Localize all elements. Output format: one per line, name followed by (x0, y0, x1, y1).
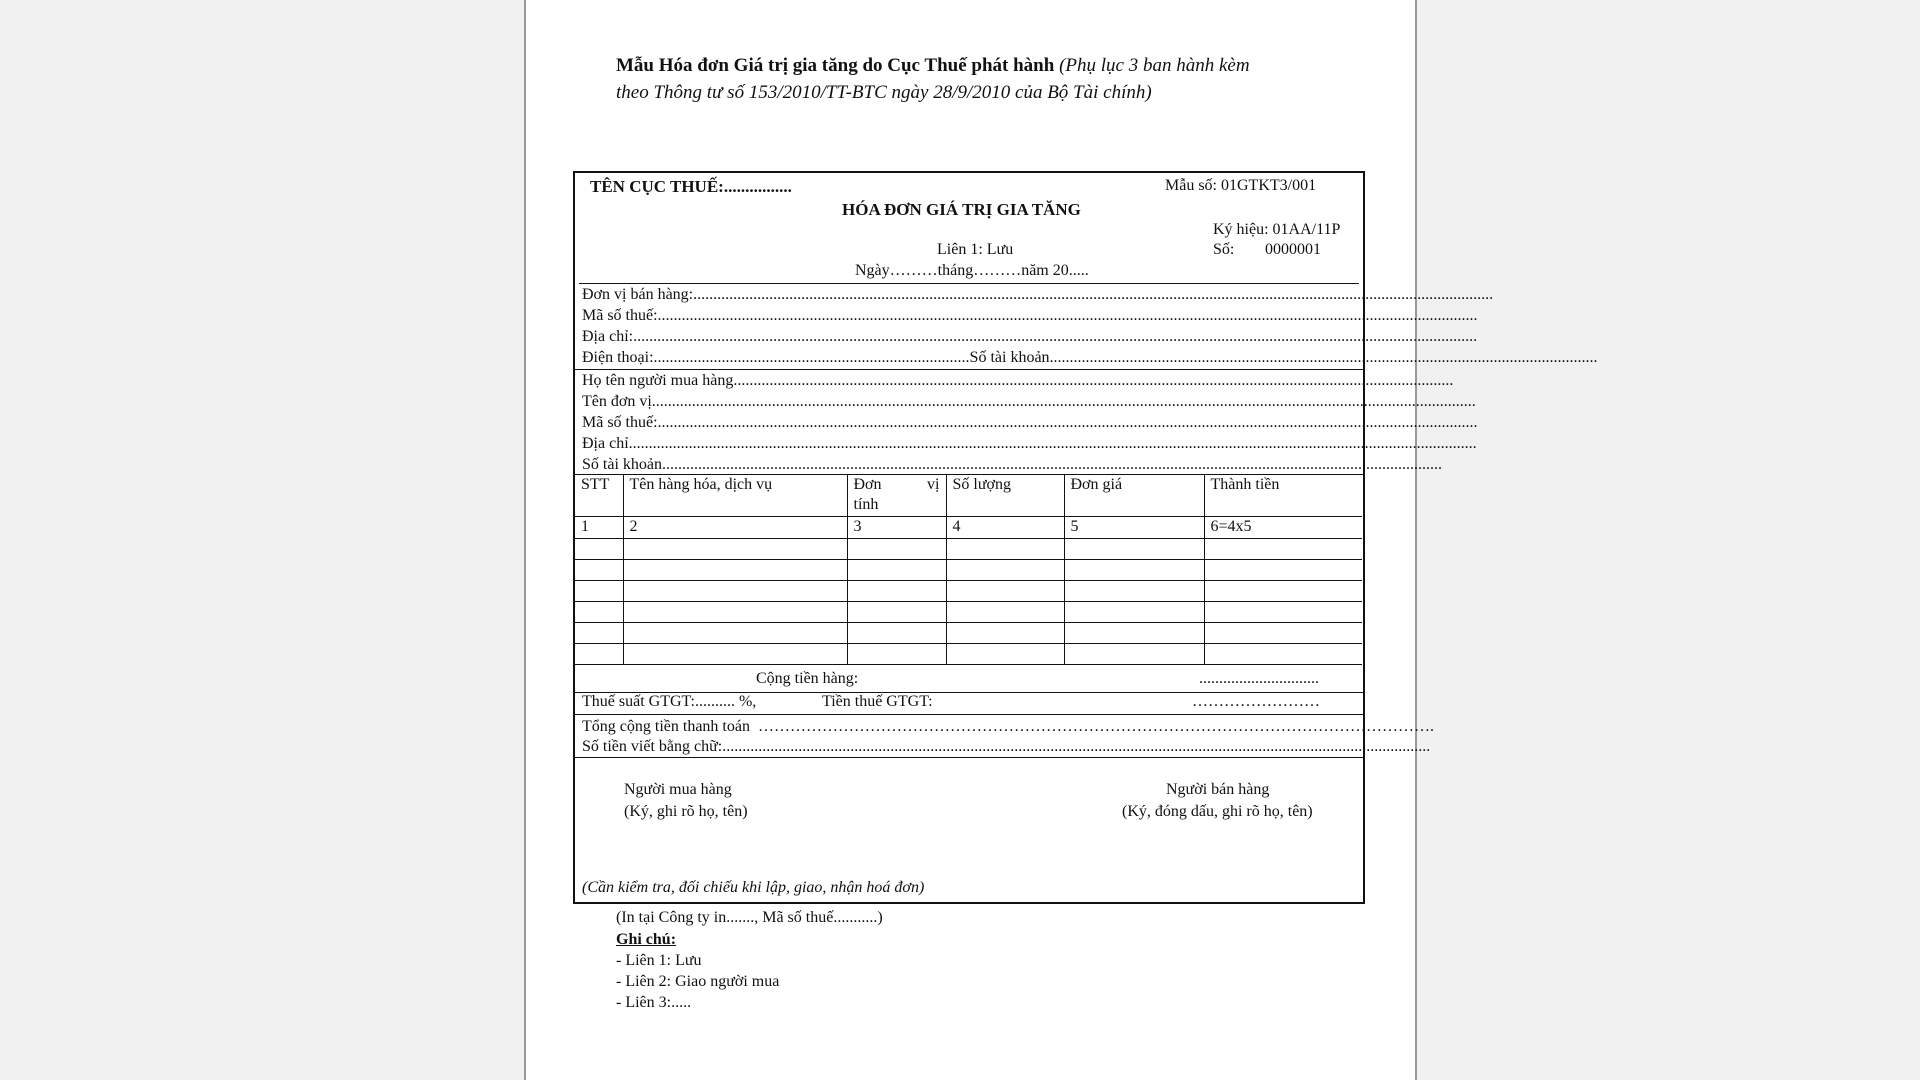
invoice-symbol: Ký hiệu: 01AA/11P (1213, 221, 1341, 238)
buyer-account-line: Số tài khoản................................................................................................................................................................................................... (582, 456, 1442, 473)
heading-title: Mẫu Hóa đơn Giá trị gia tăng do Cục Thuế phát hành (616, 55, 1055, 76)
col-unit-header-a: Đơn (853, 476, 882, 493)
col-amount-header: Thành tiền (1204, 475, 1362, 517)
serial-label: Số: (1213, 241, 1235, 258)
vat-rate-label: Thuế suất GTGT:.......... %, (582, 693, 757, 710)
col-unit-header-c: tính (853, 496, 879, 513)
invoice-title: HÓA ĐƠN GIÁ TRỊ GIA TĂNG (842, 200, 1081, 219)
seller-account-label: Số tài khoản (969, 349, 1050, 366)
table-row (575, 644, 1362, 665)
items-table (575, 475, 1362, 665)
note-copy-1: - Liên 1: Lưu (616, 952, 702, 969)
in-words-line: Số tiền viết bằng chữ:................................................................................................................................................................................. (582, 738, 1431, 755)
buyer-signature-title: Người mua hàng (624, 781, 732, 798)
table-row (575, 560, 1362, 581)
divider (575, 757, 1363, 758)
check-note: (Cần kiểm tra, đối chiếu khi lập, giao, nhận hoá đơn) (582, 879, 925, 896)
table-row (575, 602, 1362, 623)
tax-agency-name: TÊN CỤC THUẾ:................ (590, 177, 792, 196)
seller-signature-title: Người bán hàng (1166, 781, 1270, 798)
divider (575, 714, 1363, 715)
buyer-name-line: Họ tên người mua hàng.................................................................................................................................................................................... (582, 372, 1454, 389)
invoice-date: Ngày………tháng………năm 20..... (855, 262, 1089, 279)
buyer-tax-label: Mã số thuế: (582, 414, 658, 431)
note-title: Ghi chú: (616, 931, 677, 948)
col-number: 1 (575, 517, 623, 539)
seller-unit-label: Đơn vị bán hàng: (582, 286, 694, 303)
vat-amount-dots: …………………… (1192, 693, 1320, 710)
seller-phone-label: Điện thoại: (582, 349, 654, 366)
table-number-row (575, 517, 1362, 539)
col-name-header: Tên hàng hóa, dịch vụ (623, 475, 847, 517)
col-number: 3 (847, 517, 946, 539)
seller-address-label: Địa chỉ: (582, 328, 634, 345)
seller-signature-note: (Ký, đóng dấu, ghi rõ họ, tên) (1122, 803, 1313, 820)
seller-tax-line: Mã số thuế:............................................................................................................................................................................................................. (582, 307, 1478, 324)
heading-reference-1: (Phụ lục 3 ban hành kèm (1059, 55, 1250, 76)
heading-reference-2: theo Thông tư số 153/2010/TT-BTC ngày 28/9/2010 của Bộ Tài chính) (616, 82, 1152, 103)
buyer-account-label: Số tài khoản (582, 456, 662, 473)
col-price-header: Đơn giá (1064, 475, 1204, 517)
col-number: 4 (946, 517, 1064, 539)
printer-info: (In tại Công ty in......., Mã số thuế...........) (616, 909, 883, 926)
buyer-signature-note: (Ký, ghi rõ họ, tên) (624, 803, 748, 820)
vat-amount-label: Tiền thuế GTGT: (822, 693, 933, 710)
table-row (575, 581, 1362, 602)
buyer-address-label: Địa chỉ (582, 435, 629, 452)
col-unit-header-b: vị (927, 476, 940, 493)
col-qty-header: Số lượng (946, 475, 1064, 517)
form-number: Mẫu số: 01GTKT3/001 (1165, 177, 1317, 194)
buyer-name-label: Họ tên người mua hàng (582, 372, 734, 389)
note-copy-2: - Liên 2: Giao người mua (616, 973, 780, 990)
table-row (575, 623, 1362, 644)
seller-tax-label: Mã số thuế: (582, 307, 658, 324)
buyer-tax-line: Mã số thuế:............................................................................................................................................................................................................. (582, 414, 1478, 431)
note-copy-3: - Liên 3:..... (616, 994, 692, 1011)
document-page (524, 0, 1598, 1080)
subtotal-dots: .............................. (1199, 670, 1319, 687)
seller-unit-line: Đơn vị bán hàng:........................................................................................................................................................................................................ (582, 286, 1494, 303)
table-header-row (575, 475, 1362, 517)
buyer-address-line: Địa chỉ.................................................................................................................................................................................................................... (582, 435, 1477, 452)
buyer-unit-label: Tên đơn vị (582, 393, 652, 410)
copy-label: Liên 1: Lưu (937, 241, 1014, 258)
subtotal-label: Cộng tiền hàng: (756, 670, 859, 687)
invoice-form (573, 171, 1598, 904)
grand-total-line: Tổng cộng tiền thanh toán ………………………………………………………………………………………………………………. (582, 718, 1434, 735)
in-words-label: Số tiền viết bằng chữ: (582, 738, 723, 755)
col-unit-header (847, 475, 946, 517)
buyer-unit-line: Tên đơn vị.............................................................................................................................................................................................................. (582, 393, 1476, 410)
seller-phone-line: Điện thoại:...............................................................................Số tài khoản......................................................................................................................................... (582, 349, 1598, 366)
document-heading (616, 52, 1336, 106)
col-number: 6=4x5 (1204, 517, 1362, 539)
seller-address-line: Địa chỉ:................................................................................................................................................................................................................... (582, 328, 1478, 345)
col-stt-header: STT (575, 475, 623, 517)
grand-total-label: Tổng cộng tiền thanh toán (582, 718, 750, 735)
table-row (575, 539, 1362, 560)
col-number: 2 (623, 517, 847, 539)
serial-value: 0000001 (1265, 241, 1321, 258)
col-number: 5 (1064, 517, 1204, 539)
